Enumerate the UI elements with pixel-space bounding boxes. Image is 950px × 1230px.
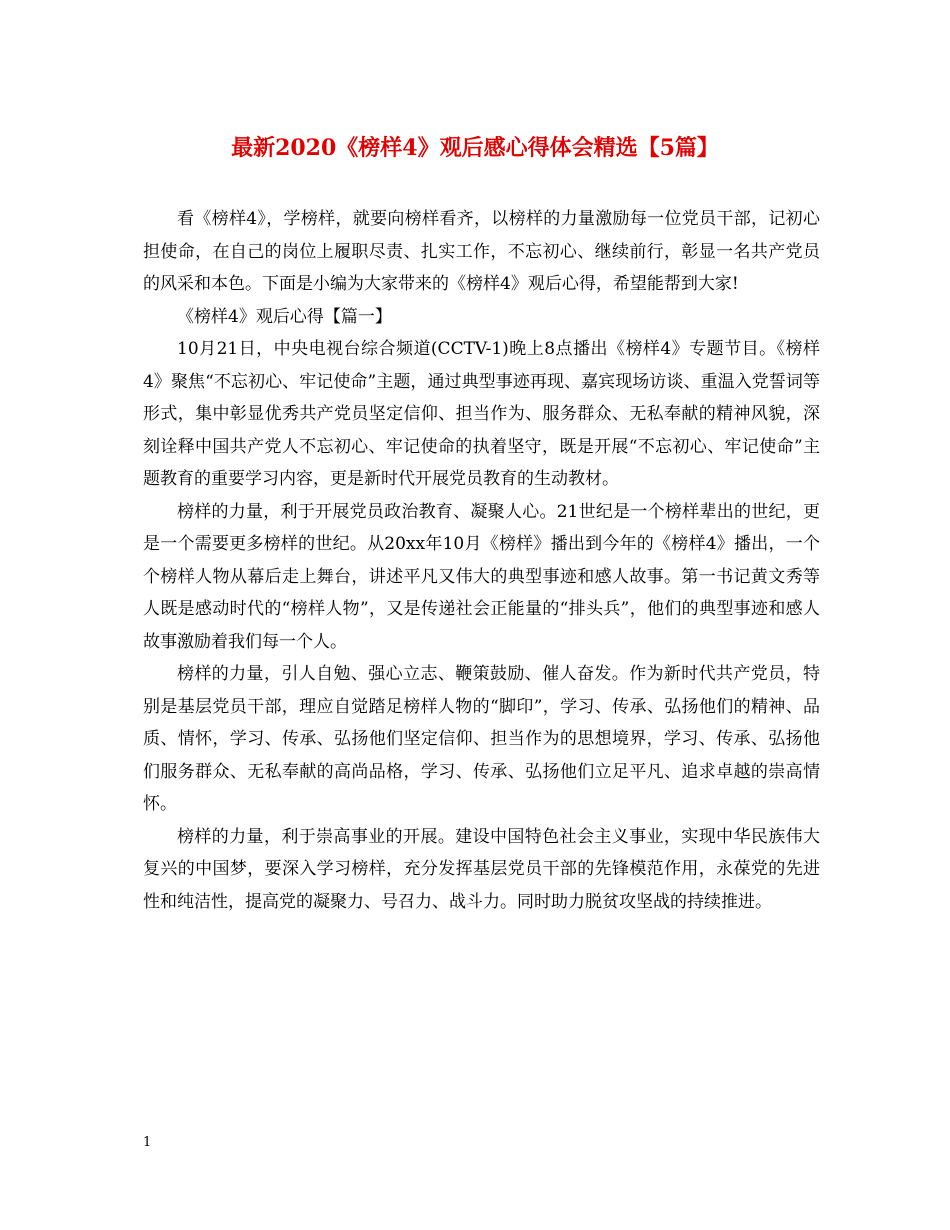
intro-paragraph: 看《榜样4》，学榜样，就要向榜样看齐，以榜样的力量激励每一位党员干部，记初心担使命，在自己的岗位上履职尽责、扎实工作，不忘初心、继续前行，彰显一名共产党员的风采和本色。下面是小编为大家带来的《榜样4》观后心得，希望能帮到大家! — [143, 209, 820, 294]
page-number: 1 — [143, 1135, 152, 1150]
document-body — [143, 203, 820, 918]
body-paragraph: 10月21日，中央电视台综合频道(CCTV-1)晚上8点播出《榜样4》专题节目。《榜样4》聚焦“不忘初心、牢记使命”主题，通过典型事迹再现、嘉宾现场访谈、重温入党誓词等形式，集中彰显优秀共产党员坚定信仰、担当作为、服务群众、无私奉献的精神风貌，深刻诠释中国共产党人不忘初心、牢记使命的执着坚守，既是开展“不忘初心、牢记使命”主题教育的重要学习内容，更是新时代开展党员教育的生动教材。 — [143, 339, 820, 489]
body-paragraph: 榜样的力量，利于开展党员政治教育、凝聚人心。21世纪是一个榜样辈出的世纪，更是一个需要更多榜样的世纪。从20xx年10月《榜样》播出到今年的《榜样4》播出，一个个榜样人物从幕后走上舞台，讲述平凡又伟大的典型事迹和感人故事。第一书记黄文秀等人既是感动时代的“榜样人物”，又是传递社会正能量的“排头兵”，他们的典型事迹和感人故事激励着我们每一个人。 — [143, 501, 820, 652]
document-title: 最新2020《榜样4》观后感心得体会精选【5篇】 — [231, 135, 719, 161]
section-heading: 《榜样4》观后心得【篇一】 — [177, 306, 392, 327]
body-paragraph: 榜样的力量，利于崇高事业的开展。建设中国特色社会主义事业，实现中华民族伟大复兴的中国梦，要深入学习榜样，充分发挥基层党员干部的先锋模范作用，永葆党的先进性和纯洁性，提高党的凝聚力、号召力、战斗力。同时助力脱贫攻坚战的持续推进。 — [143, 826, 820, 912]
body-paragraph: 榜样的力量，引人自勉、强心立志、鞭策鼓励、催人奋发。作为新时代共产党员，特别是基层党员干部，理应自觉踏足榜样人物的“脚印”，学习、传承、弘扬他们的精神、品质、情怀，学习、传承、弘扬他们坚定信仰、担当作为的思想境界，学习、传承、弘扬他们服务群众、无私奉献的高尚品格，学习、传承、弘扬他们立足平凡、追求卓越的崇高情怀。 — [143, 664, 820, 814]
